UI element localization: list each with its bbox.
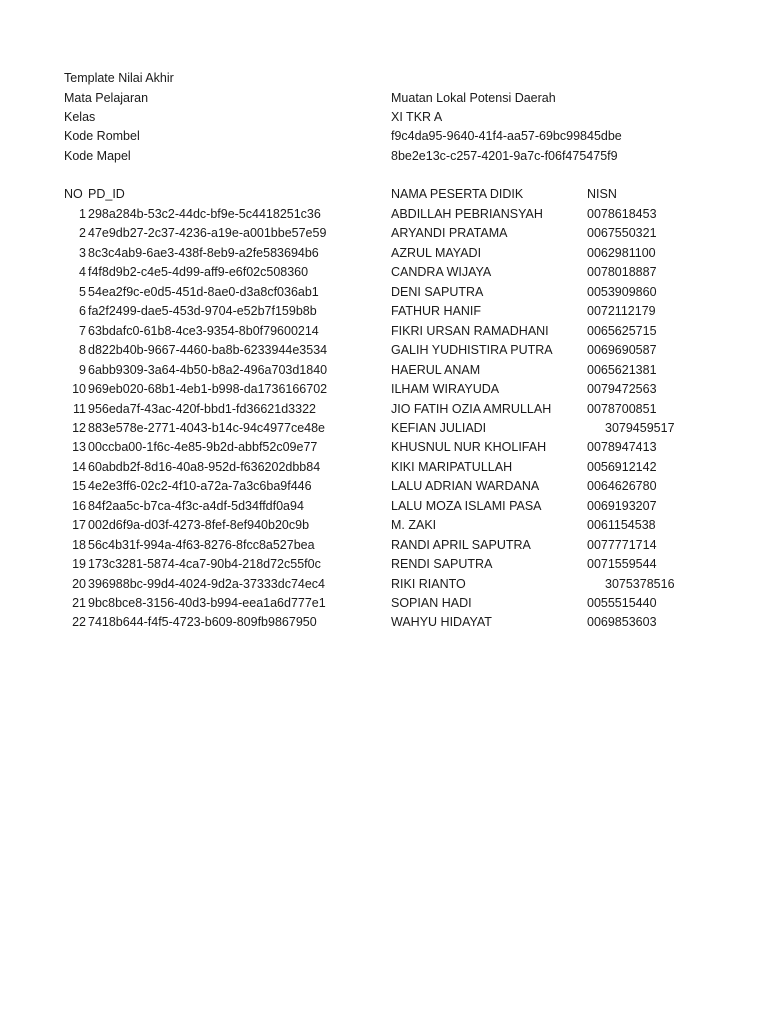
cell-no[interactable]: 19 bbox=[72, 557, 86, 572]
cell-pd-id[interactable]: d822b40b-9667-4460-ba8b-6233944e3534 bbox=[88, 343, 328, 358]
cell-no[interactable]: 5 bbox=[79, 284, 86, 299]
table-row bbox=[0, 244, 768, 264]
cell-nisn[interactable]: 0064626780 bbox=[587, 479, 657, 494]
cell-nisn[interactable]: 0053909860 bbox=[587, 284, 657, 299]
cell-no[interactable]: 8 bbox=[79, 343, 86, 358]
field-value[interactable]: 8be2e13c-c257-4201-9a7c-f06f475475f9 bbox=[391, 149, 618, 163]
cell-pd-id[interactable]: 956eda7f-43ac-420f-bbd1-fd36621d3322 bbox=[88, 401, 316, 416]
cell-pd-id[interactable]: f4f8d9b2-c4e5-4d99-aff9-e6f02c508360 bbox=[88, 265, 309, 280]
cell-pd-id[interactable]: 84f2aa5c-b7ca-4f3c-a4df-5d34ffdf0a94 bbox=[88, 498, 304, 513]
cell-nama[interactable]: ARYANDI PRATAMA bbox=[391, 226, 508, 241]
field-row-kelas bbox=[0, 108, 768, 128]
cell-nama[interactable]: LALU MOZA ISLAMI PASA bbox=[391, 498, 542, 513]
cell-nama[interactable]: KHUSNUL NUR KHOLIFAH bbox=[391, 440, 547, 455]
cell-no[interactable]: 12 bbox=[72, 420, 86, 435]
cell-pd-id[interactable]: 60abdb2f-8d16-40a8-952d-f636202dbb84 bbox=[88, 459, 321, 474]
cell-nama[interactable]: SOPIAN HADI bbox=[391, 596, 472, 610]
cell-pd-id[interactable]: 396988bc-99d4-4024-9d2a-37333dc74ec4 bbox=[88, 576, 326, 591]
cell-no[interactable]: 13 bbox=[72, 440, 86, 455]
template-title[interactable]: Template Nilai Akhir bbox=[64, 71, 174, 85]
table-row bbox=[0, 594, 768, 614]
cell-pd-id[interactable]: 883e578e-2771-4043-b14c-94c4977ce48e bbox=[88, 420, 326, 435]
cell-nisn[interactable]: 0065621381 bbox=[587, 362, 657, 377]
cell-nama[interactable]: M. ZAKI bbox=[391, 518, 437, 533]
table-row bbox=[0, 263, 768, 283]
field-label[interactable]: Kode Rombel bbox=[64, 129, 140, 143]
table-row bbox=[0, 497, 768, 517]
table-row bbox=[0, 361, 768, 381]
cell-pd-id[interactable]: 6abb9309-3a64-4b50-b8a2-496a703d1840 bbox=[88, 362, 328, 377]
cell-nama[interactable]: KEFIAN JULIADI bbox=[391, 420, 487, 435]
field-row-mata-pelajaran bbox=[0, 89, 768, 109]
cell-pd-id[interactable]: 47e9db27-2c37-4236-a19e-a001bbe57e59 bbox=[88, 226, 327, 241]
cell-nisn[interactable]: 0078947413 bbox=[587, 440, 657, 455]
cell-nama[interactable]: KIKI MARIPATULLAH bbox=[391, 459, 513, 474]
cell-pd-id[interactable]: 63bdafc0-61b8-4ce3-9354-8b0f79600214 bbox=[88, 323, 319, 338]
table-row bbox=[0, 458, 768, 478]
cell-nisn[interactable]: 0078700851 bbox=[587, 401, 657, 416]
table-row bbox=[0, 283, 768, 303]
cell-nama[interactable]: ABDILLAH PEBRIANSYAH bbox=[391, 207, 543, 221]
cell-nama[interactable]: WAHYU HIDAYAT bbox=[391, 615, 492, 630]
cell-nama[interactable]: JIO FATIH OZIA AMRULLAH bbox=[391, 401, 552, 416]
column-header-no[interactable]: NO bbox=[64, 187, 83, 201]
table-row bbox=[0, 302, 768, 322]
cell-nama[interactable]: GALIH YUDHISTIRA PUTRA bbox=[391, 343, 553, 358]
table-row bbox=[0, 322, 768, 342]
cell-nisn[interactable]: 0077771714 bbox=[587, 537, 657, 552]
cell-no[interactable]: 20 bbox=[72, 576, 86, 591]
table-row bbox=[0, 380, 768, 400]
cell-nisn[interactable]: 0069853603 bbox=[587, 615, 657, 630]
table-row bbox=[0, 516, 768, 536]
field-row-kode-mapel bbox=[0, 147, 768, 167]
table-row bbox=[0, 400, 768, 420]
cell-nisn[interactable]: 0072112179 bbox=[587, 304, 656, 319]
column-header-nama[interactable]: NAMA PESERTA DIDIK bbox=[391, 187, 524, 201]
cell-no[interactable]: 11 bbox=[73, 401, 86, 416]
cell-nama[interactable]: FIKRI URSAN RAMADHANI bbox=[391, 323, 549, 338]
cell-pd-id[interactable]: 4e2e3ff6-02c2-4f10-a72a-7a3c6ba9f446 bbox=[88, 479, 312, 494]
cell-no[interactable]: 18 bbox=[72, 537, 86, 552]
field-label[interactable]: Kelas bbox=[64, 110, 96, 124]
field-value[interactable]: Muatan Lokal Potensi Daerah bbox=[391, 91, 556, 105]
field-label[interactable]: Kode Mapel bbox=[64, 149, 131, 163]
table-row bbox=[0, 575, 768, 595]
cell-nisn[interactable]: 0069690587 bbox=[587, 343, 657, 358]
cell-nisn[interactable]: 0065625715 bbox=[587, 323, 657, 338]
cell-nama[interactable]: RENDI SAPUTRA bbox=[391, 557, 493, 572]
table-row bbox=[0, 438, 768, 458]
cell-no[interactable]: 7 bbox=[79, 323, 86, 338]
cell-nama[interactable]: RIKI RIANTO bbox=[391, 576, 466, 591]
cell-nama[interactable]: RANDI APRIL SAPUTRA bbox=[391, 537, 531, 552]
cell-no[interactable]: 10 bbox=[72, 382, 86, 397]
cell-pd-id[interactable]: 56c4b31f-994a-4f63-8276-8fcc8a527bea bbox=[88, 537, 315, 552]
cell-no[interactable]: 3 bbox=[79, 245, 86, 260]
cell-pd-id[interactable]: 54ea2f9c-e0d5-451d-8ae0-d3a8cf036ab1 bbox=[88, 284, 319, 299]
cell-no[interactable]: 6 bbox=[79, 304, 86, 319]
cell-nisn[interactable]: 0055515440 bbox=[587, 596, 657, 610]
cell-nisn[interactable]: 0069193207 bbox=[587, 498, 657, 513]
title-row bbox=[0, 69, 768, 89]
cell-nama[interactable]: ILHAM WIRAYUDA bbox=[391, 382, 500, 397]
cell-pd-id[interactable]: 9bc8bce8-3156-40d3-b994-eea1a6d777e1 bbox=[88, 596, 326, 610]
column-header-pd-id[interactable]: PD_ID bbox=[88, 187, 125, 201]
cell-nama[interactable]: AZRUL MAYADI bbox=[391, 245, 482, 260]
cell-no[interactable]: 4 bbox=[79, 265, 86, 280]
table-row bbox=[0, 477, 768, 497]
cell-nama[interactable]: LALU ADRIAN WARDANA bbox=[391, 479, 540, 494]
cell-no[interactable]: 14 bbox=[72, 459, 86, 474]
cell-pd-id[interactable]: 002d6f9a-d03f-4273-8fef-8ef940b20c9b bbox=[88, 518, 310, 533]
cell-nisn[interactable]: 3075378516 bbox=[605, 576, 675, 591]
cell-no[interactable]: 17 bbox=[72, 518, 86, 533]
cell-pd-id[interactable]: 173c3281-5874-4ca7-90b4-218d72c55f0c bbox=[88, 557, 321, 572]
cell-nisn[interactable]: 0078018887 bbox=[587, 265, 657, 280]
cell-nama[interactable]: DENI SAPUTRA bbox=[391, 284, 484, 299]
field-value[interactable]: XI TKR A bbox=[391, 110, 443, 124]
cell-pd-id[interactable]: 7418b644-f4f5-4723-b609-809fb9867950 bbox=[88, 615, 317, 630]
table-row bbox=[0, 555, 768, 575]
table-row bbox=[0, 613, 768, 633]
cell-nama[interactable]: HAERUL ANAM bbox=[391, 362, 481, 377]
table-row bbox=[0, 419, 768, 439]
cell-pd-id[interactable]: 969eb020-68b1-4eb1-b998-da1736166702 bbox=[88, 382, 328, 397]
field-row-kode-rombel bbox=[0, 127, 768, 147]
cell-nisn[interactable]: 3079459517 bbox=[605, 420, 675, 435]
cell-no[interactable]: 1 bbox=[79, 207, 86, 221]
cell-no[interactable]: 15 bbox=[72, 479, 86, 494]
cell-no[interactable]: 9 bbox=[79, 362, 86, 377]
cell-nama[interactable]: CANDRA WIJAYA bbox=[391, 265, 492, 280]
table-header-row bbox=[0, 185, 768, 205]
cell-pd-id[interactable]: fa2f2499-dae5-453d-9704-e52b7f159b8b bbox=[88, 304, 317, 319]
cell-no[interactable]: 22 bbox=[72, 615, 86, 630]
cell-nisn[interactable]: 0062981100 bbox=[587, 245, 656, 260]
table-row bbox=[0, 341, 768, 361]
table-row bbox=[0, 224, 768, 244]
cell-no[interactable]: 2 bbox=[79, 226, 86, 241]
cell-nisn[interactable]: 0071559544 bbox=[587, 557, 657, 572]
column-header-nisn[interactable]: NISN bbox=[587, 187, 617, 201]
cell-no[interactable]: 21 bbox=[72, 596, 86, 610]
cell-pd-id[interactable]: 00ccba00-1f6c-4e85-9b2d-abbf52c09e77 bbox=[88, 440, 318, 455]
cell-no[interactable]: 16 bbox=[72, 498, 86, 513]
table-row bbox=[0, 536, 768, 556]
cell-nisn[interactable]: 0061154538 bbox=[587, 518, 656, 533]
table-row bbox=[0, 205, 768, 225]
cell-nisn[interactable]: 0056912142 bbox=[587, 459, 657, 474]
field-value[interactable]: f9c4da95-9640-41f4-aa57-69bc99845dbe bbox=[391, 129, 622, 143]
cell-pd-id[interactable]: 298a284b-53c2-44dc-bf9e-5c4418251c36 bbox=[88, 207, 321, 221]
cell-nisn[interactable]: 0079472563 bbox=[587, 382, 657, 397]
cell-nisn[interactable]: 0067550321 bbox=[587, 226, 657, 241]
cell-pd-id[interactable]: 8c3c4ab9-6ae3-438f-8eb9-a2fe583694b6 bbox=[88, 245, 319, 260]
cell-nisn[interactable]: 0078618453 bbox=[587, 207, 657, 221]
cell-nama[interactable]: FATHUR HANIF bbox=[391, 304, 482, 319]
field-label[interactable]: Mata Pelajaran bbox=[64, 91, 149, 105]
